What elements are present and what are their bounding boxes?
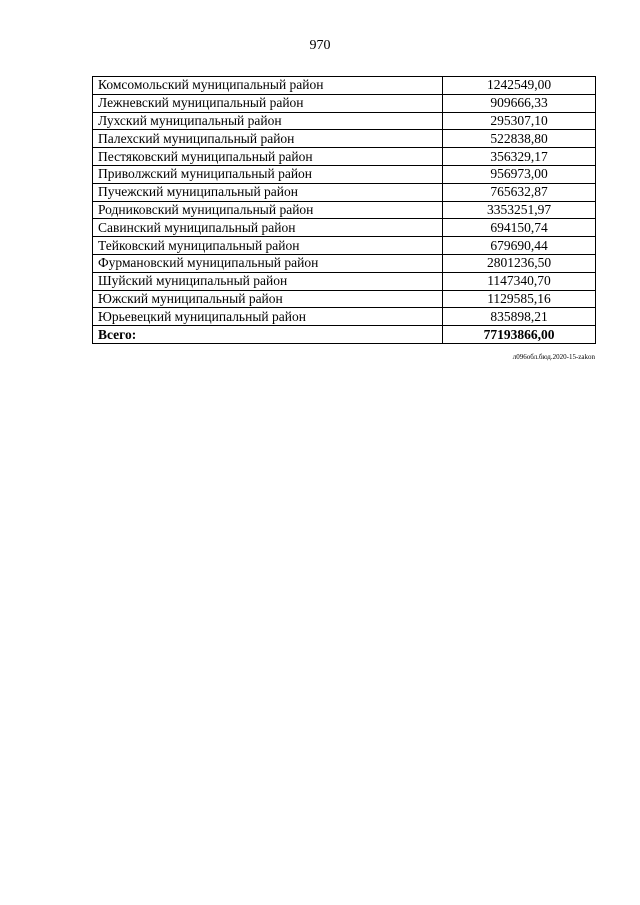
district-name: Лежневский муниципальный район <box>93 94 443 112</box>
table-row <box>93 130 596 148</box>
district-amount: 835898,21 <box>443 308 596 326</box>
district-amount: 522838,80 <box>443 130 596 148</box>
table-row <box>93 112 596 130</box>
table-row <box>93 308 596 326</box>
district-amount: 1242549,00 <box>443 77 596 95</box>
district-amount: 679690,44 <box>443 237 596 255</box>
district-amount: 3353251,97 <box>443 201 596 219</box>
district-amount: 2801236,50 <box>443 254 596 272</box>
district-amount: 295307,10 <box>443 112 596 130</box>
table-row <box>93 94 596 112</box>
district-name: Фурмановский муниципальный район <box>93 254 443 272</box>
budget-table <box>92 76 596 344</box>
district-amount: 1129585,16 <box>443 290 596 308</box>
table-row <box>93 148 596 166</box>
table-row <box>93 183 596 201</box>
district-name: Палехский муниципальный район <box>93 130 443 148</box>
table-row <box>93 165 596 183</box>
table-row <box>93 77 596 95</box>
district-name: Шуйский муниципальный район <box>93 272 443 290</box>
district-name: Приволжский муниципальный район <box>93 165 443 183</box>
table-row <box>93 272 596 290</box>
total-label: Всего: <box>93 326 443 344</box>
total-amount: 77193866,00 <box>443 326 596 344</box>
district-amount: 956973,00 <box>443 165 596 183</box>
district-amount: 765632,87 <box>443 183 596 201</box>
district-amount: 356329,17 <box>443 148 596 166</box>
table-row <box>93 201 596 219</box>
document-code: л096обл.бюд.2020-15-zakon <box>512 353 595 361</box>
budget-table-body <box>93 77 596 344</box>
district-name: Комсомольский муниципальный район <box>93 77 443 95</box>
district-amount: 694150,74 <box>443 219 596 237</box>
total-row <box>93 326 596 344</box>
district-name: Савинский муниципальный район <box>93 219 443 237</box>
district-name: Юрьевецкий муниципальный район <box>93 308 443 326</box>
district-name: Пестяковский муниципальный район <box>93 148 443 166</box>
table-row <box>93 254 596 272</box>
district-name: Южский муниципальный район <box>93 290 443 308</box>
table-row <box>93 219 596 237</box>
district-amount: 909666,33 <box>443 94 596 112</box>
district-name: Пучежский муниципальный район <box>93 183 443 201</box>
district-amount: 1147340,70 <box>443 272 596 290</box>
table-row <box>93 290 596 308</box>
table-row <box>93 237 596 255</box>
page-number: 970 <box>309 38 331 53</box>
district-name: Родниковский муниципальный район <box>93 201 443 219</box>
district-name: Тейковский муниципальный район <box>93 237 443 255</box>
district-name: Лухский муниципальный район <box>93 112 443 130</box>
